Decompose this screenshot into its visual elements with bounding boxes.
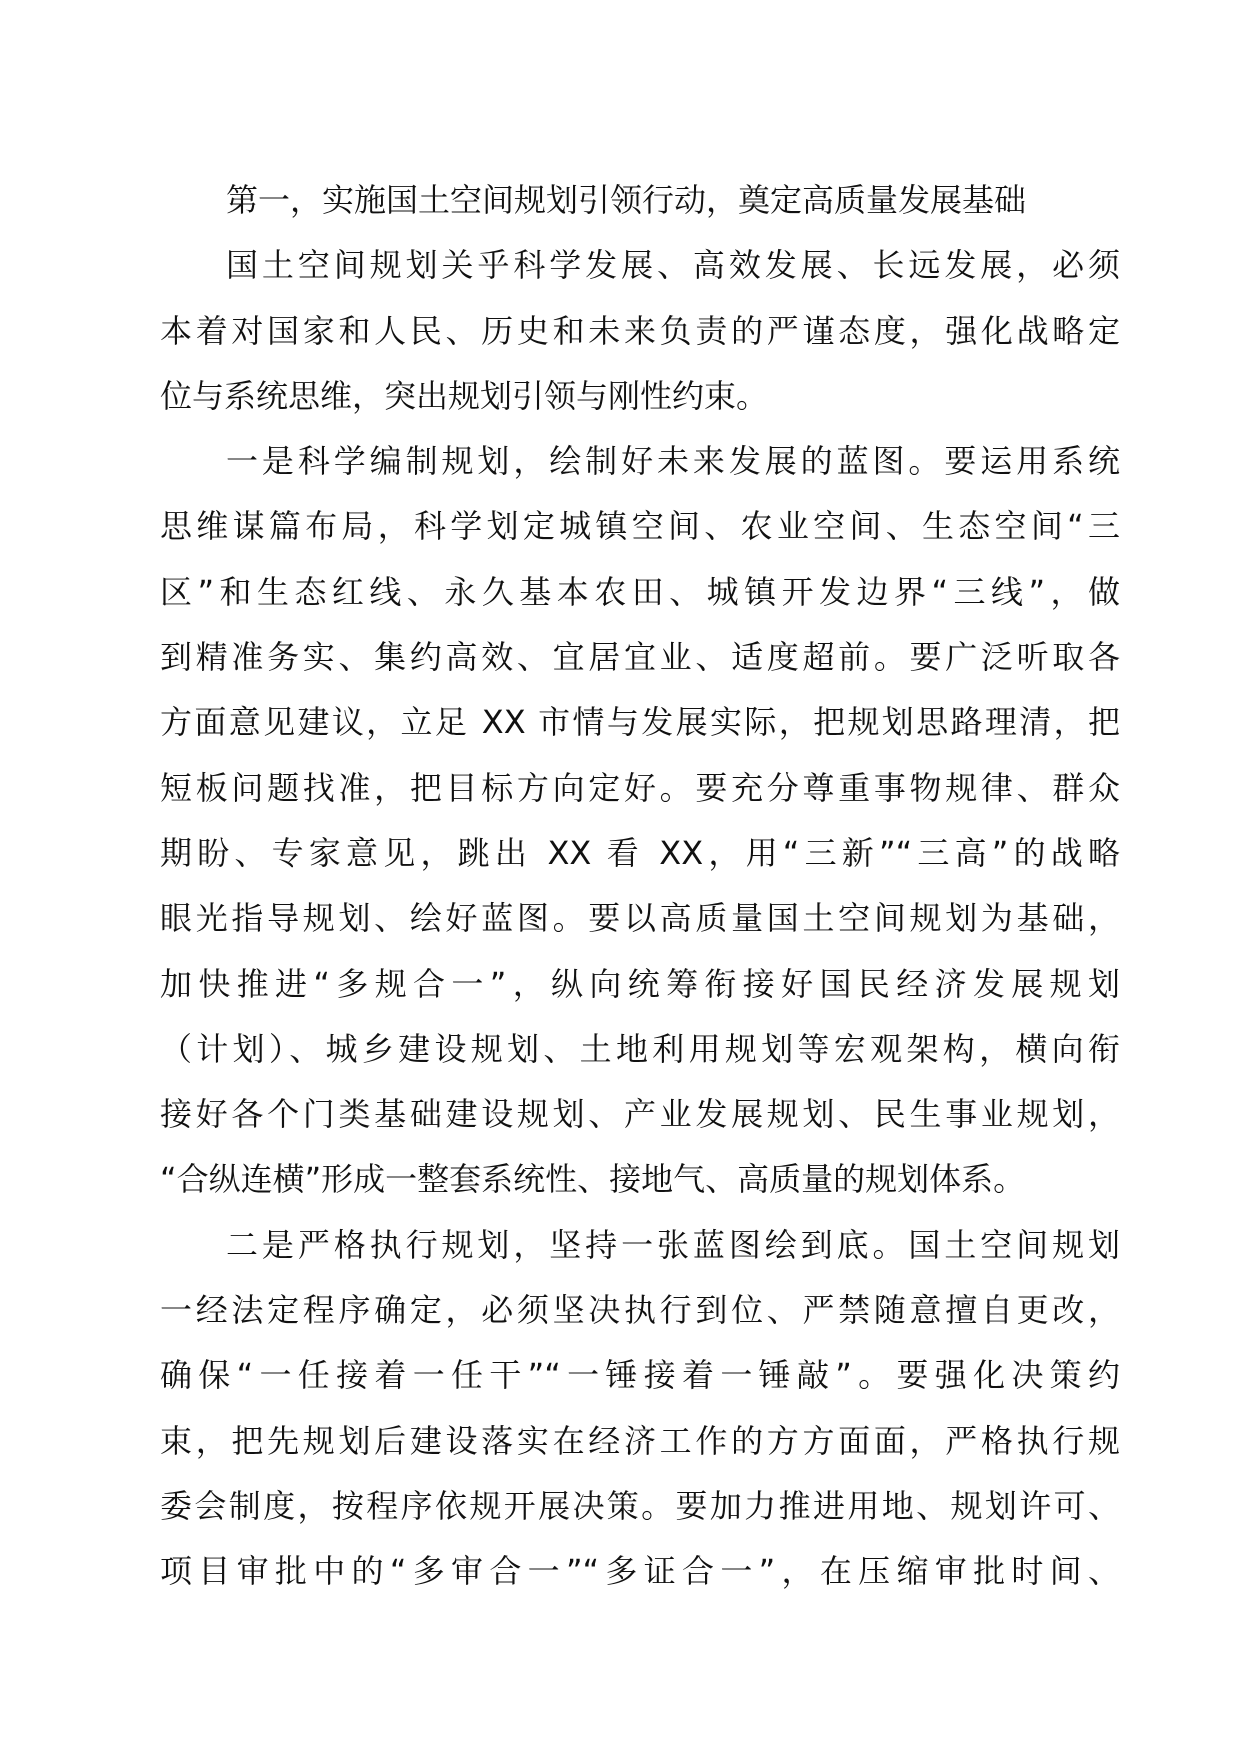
paragraph-2-line-12: “合纵连横”形成一整套系统性、接地气、高质量的规划体系。 (160, 1160, 1026, 1199)
paragraph-1-line-1: 国土空间规划关乎科学发展、高效发展、长远发展，必须 (226, 246, 1120, 285)
paragraph-2-line-2: 思维谋篇布局，科学划定城镇空间、农业空间、生态空间“三 (160, 507, 1120, 546)
paragraph-3-line-1: 二是严格执行规划，坚持一张蓝图绘到底。国土空间规划 (226, 1225, 1120, 1264)
paragraph-2-line-5: 方面意见建议，立足 XX 市情与发展实际，把规划思路理清，把 (160, 703, 1120, 742)
section-heading: 第一，实施国土空间规划引领行动，奠定高质量发展基础 (226, 181, 1027, 219)
paragraph-2-line-4: 到精准务实、集约高效、宜居宜业、适度超前。要广泛听取各 (160, 638, 1120, 677)
paragraph-2-line-8: 眼光指导规划、绘好蓝图。要以高质量国土空间规划为基础， (160, 899, 1120, 938)
paragraph-2-line-11: 接好各个门类基础建设规划、产业发展规划、民生事业规划， (160, 1095, 1120, 1134)
paragraph-1-line-3: 位与系统思维，突出规划引领与刚性约束。 (160, 376, 769, 415)
paragraph-2-line-9: 加快推进“多规合一”，纵向统筹衔接好国民经济发展规划 (160, 964, 1120, 1003)
paragraph-2-line-7: 期盼、专家意见，跳出 XX 看 XX，用“三新”“三高”的战略 (160, 833, 1120, 872)
paragraph-3-line-6: 项目审批中的“多审合一”“多证合一”，在压缩审批时间、 (160, 1552, 1120, 1591)
paragraph-2-line-6: 短板问题找准，把目标方向定好。要充分尊重事物规律、群众 (160, 768, 1120, 807)
paragraph-2-line-1: 一是科学编制规划，绘制好未来发展的蓝图。要运用系统 (226, 442, 1120, 481)
paragraph-3-line-5: 委会制度，按程序依规开展决策。要加力推进用地、规划许可、 (160, 1486, 1120, 1525)
paragraph-2-line-3: 区”和生态红线、永久基本农田、城镇开发边界“三线”，做 (160, 572, 1120, 611)
paragraph-3-line-2: 一经法定程序确定，必须坚决执行到位、严禁随意擅自更改， (160, 1291, 1120, 1330)
paragraph-3-line-4: 束，把先规划后建设落实在经济工作的方方面面，严格执行规 (160, 1421, 1120, 1460)
paragraph-1-line-2: 本着对国家和人民、历史和未来负责的严谨态度，强化战略定 (160, 311, 1120, 350)
paragraph-3-line-3: 确保“一任接着一任干”“一锤接着一锤敲”。要强化决策约 (160, 1356, 1120, 1395)
paragraph-2-line-10: （计划）、城乡建设规划、土地利用规划等宏观架构，横向衔 (160, 1029, 1120, 1068)
document-body (160, 168, 1120, 1605)
